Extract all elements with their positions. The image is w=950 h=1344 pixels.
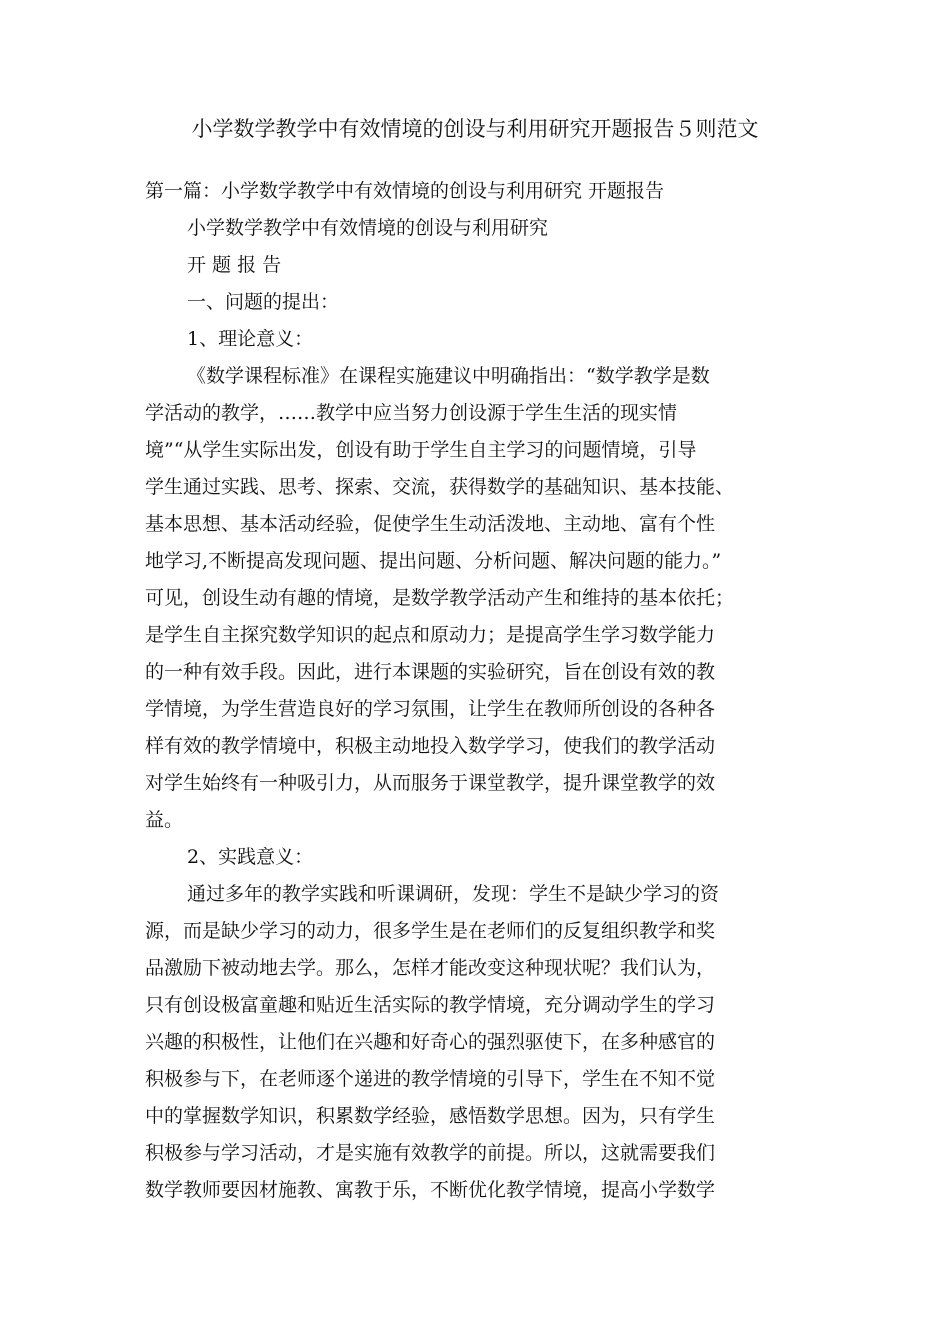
- paragraph-line: 《数学课程标准》在课程实施建议中明确指出：“数学教学是数: [187, 365, 710, 387]
- section-heading: 第一篇：小学数学教学中有效情境的创设与利用研究 开题报告: [145, 180, 665, 202]
- paragraph-line: 学生通过实践、思考、探索、交流，获得数学的基础知识、基本技能、: [145, 476, 735, 498]
- paragraph-line: 地学习,不断提高发现问题、提出问题、分析问题、解决问题的能力。”: [145, 550, 722, 572]
- paragraph-line: 只有创设极富童趣和贴近生活实际的教学情境，充分调动学生的学习: [145, 994, 716, 1016]
- paragraph-line: 是学生自主探究数学知识的起点和原动力；是提高学生学习数学能力: [145, 624, 716, 646]
- report-label: 开 题 报 告: [187, 254, 282, 276]
- paragraph-line: 可见，创设生动有趣的情境，是数学教学活动产生和维持的基本依托；: [145, 587, 735, 609]
- paragraph-line: 积极参与学习活动，才是实施有效教学的前提。所以，这就需要我们: [145, 1142, 716, 1164]
- paragraph-line: 样有效的教学情境中，积极主动地投入数学学习，使我们的教学活动: [145, 735, 716, 757]
- paragraph-line: 对学生始终有一种吸引力，从而服务于课堂教学，提升课堂教学的效: [145, 772, 716, 794]
- report-subject: 小学数学教学中有效情境的创设与利用研究: [187, 217, 549, 239]
- paragraph-line: 兴趣的积极性，让他们在兴趣和好奇心的强烈驱使下，在多种感官的: [145, 1031, 716, 1053]
- paragraph-line: 益。: [145, 809, 184, 831]
- paragraph-line: 境”“从学生实际出发，创设有助于学生自主学习的问题情境，引导: [145, 439, 697, 461]
- paragraph-line: 积极参与下，在老师逐个递进的教学情境的引导下，学生在不知不觉: [145, 1068, 716, 1090]
- heading-practice: 2、实践意义：: [187, 846, 314, 868]
- heading-theory: 1、理论意义：: [187, 328, 314, 350]
- paragraph-line: 数学教师要因材施教、寓教于乐，不断优化教学情境，提高小学数学: [145, 1179, 716, 1201]
- paragraph-line: 的一种有效手段。因此，进行本课题的实验研究，旨在创设有效的教: [145, 661, 716, 683]
- heading-problem: 一、问题的提出：: [187, 291, 340, 313]
- paragraph-line: 学活动的教学，……教学中应当努力创设源于学生生活的现实情: [145, 402, 678, 424]
- paragraph-line: 基本思想、基本活动经验，促使学生生动活泼地、主动地、富有个性: [145, 513, 716, 535]
- paragraph-line: 学情境，为学生营造良好的学习氛围，让学生在教师所创设的各种各: [145, 698, 716, 720]
- document-title: 小学数学教学中有效情境的创设与利用研究开题报告５则范文: [191, 117, 759, 141]
- paragraph-line: 源，而是缺少学习的动力，很多学生是在老师们的反复组织教学和奖: [145, 920, 716, 942]
- paragraph-line: 品激励下被动地去学。那么，怎样才能改变这种现状呢？我们认为，: [145, 957, 716, 979]
- paragraph-line: 通过多年的教学实践和听课调研，发现：学生不是缺少学习的资: [187, 883, 720, 905]
- paragraph-line: 中的掌握数学知识，积累数学经验，感悟数学思想。因为，只有学生: [145, 1105, 716, 1127]
